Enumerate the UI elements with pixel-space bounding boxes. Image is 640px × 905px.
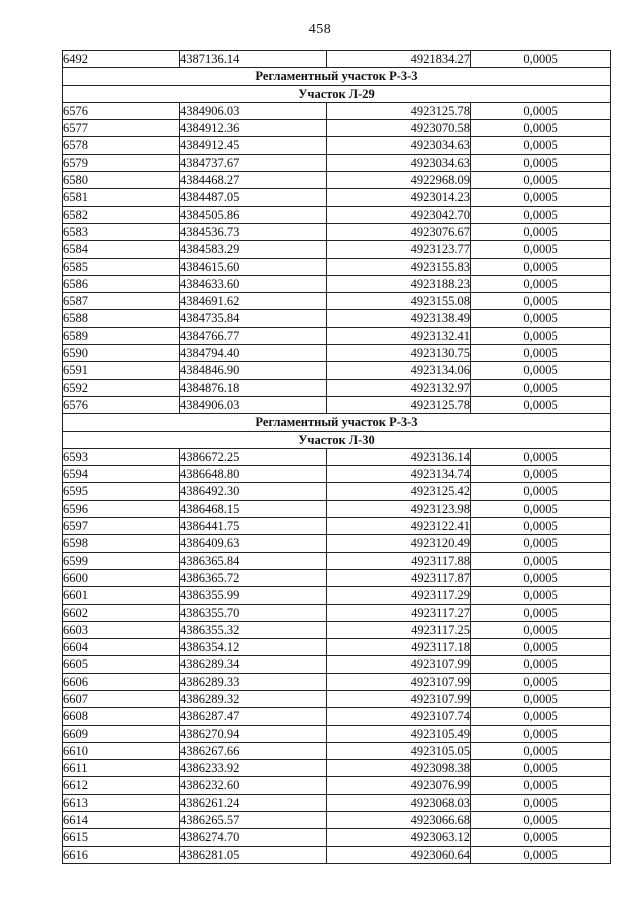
table-row [63,742,611,759]
accuracy-cell: 0,0005 [471,621,611,638]
point-number-cell: 6598 [63,535,180,552]
y-coordinate-cell: 4923117.88 [327,552,471,569]
x-coordinate-cell: 4384536.73 [180,223,327,240]
point-number-cell: 6610 [63,742,180,759]
x-coordinate-cell: 4386267.66 [180,742,327,759]
table-row [63,206,611,223]
x-coordinate-cell: 4384876.18 [180,379,327,396]
accuracy-cell: 0,0005 [471,569,611,586]
table-row [63,673,611,690]
table-row [63,587,611,604]
x-coordinate-cell: 4386265.57 [180,812,327,829]
x-coordinate-cell: 4384633.60 [180,275,327,292]
y-coordinate-cell: 4923068.03 [327,794,471,811]
table-row [63,51,611,68]
y-coordinate-cell: 4923117.18 [327,639,471,656]
x-coordinate-cell: 4384487.05 [180,189,327,206]
point-number-cell: 6603 [63,621,180,638]
accuracy-cell: 0,0005 [471,396,611,413]
table-row [63,621,611,638]
point-number-cell: 6594 [63,466,180,483]
accuracy-cell: 0,0005 [471,535,611,552]
accuracy-cell: 0,0005 [471,587,611,604]
y-coordinate-cell: 4923076.67 [327,223,471,240]
y-coordinate-cell: 4923070.58 [327,120,471,137]
accuracy-cell: 0,0005 [471,223,611,240]
accuracy-cell: 0,0005 [471,258,611,275]
accuracy-cell: 0,0005 [471,120,611,137]
accuracy-cell: 0,0005 [471,362,611,379]
accuracy-cell: 0,0005 [471,708,611,725]
point-number-cell: 6606 [63,673,180,690]
point-number-cell: 6597 [63,518,180,535]
x-coordinate-cell: 4386289.32 [180,690,327,707]
y-coordinate-cell: 4923120.49 [327,535,471,552]
table-row [63,656,611,673]
point-number-cell: 6614 [63,812,180,829]
accuracy-cell: 0,0005 [471,794,611,811]
table-row [63,846,611,863]
point-number-cell: 6576 [63,102,180,119]
point-number-cell: 6607 [63,690,180,707]
point-number-cell: 6579 [63,154,180,171]
table-row [63,777,611,794]
table-row [63,345,611,362]
accuracy-cell: 0,0005 [471,673,611,690]
x-coordinate-cell: 4384846.90 [180,362,327,379]
x-coordinate-cell: 4386672.25 [180,448,327,465]
point-number-cell: 6589 [63,327,180,344]
accuracy-cell: 0,0005 [471,760,611,777]
y-coordinate-cell: 4923125.78 [327,102,471,119]
accuracy-cell: 0,0005 [471,604,611,621]
y-coordinate-cell: 4921834.27 [327,51,471,68]
table-row [63,690,611,707]
accuracy-cell: 0,0005 [471,742,611,759]
point-number-cell: 6604 [63,639,180,656]
table-row [63,639,611,656]
accuracy-cell: 0,0005 [471,500,611,517]
accuracy-cell: 0,0005 [471,829,611,846]
point-number-cell: 6612 [63,777,180,794]
y-coordinate-cell: 4922968.09 [327,172,471,189]
x-coordinate-cell: 4386355.32 [180,621,327,638]
accuracy-cell: 0,0005 [471,102,611,119]
point-number-cell: 6590 [63,345,180,362]
point-number-cell: 6609 [63,725,180,742]
section-header-regulation-area [63,68,611,85]
y-coordinate-cell: 4923042.70 [327,206,471,223]
table-row [63,708,611,725]
x-coordinate-cell: 4386441.75 [180,518,327,535]
y-coordinate-cell: 4923134.06 [327,362,471,379]
x-coordinate-cell: 4386355.99 [180,587,327,604]
x-coordinate-cell: 4387136.14 [180,51,327,68]
point-number-cell: 6596 [63,500,180,517]
point-number-cell: 6605 [63,656,180,673]
accuracy-cell: 0,0005 [471,846,611,863]
y-coordinate-cell: 4923060.64 [327,846,471,863]
table-row [63,327,611,344]
x-coordinate-cell: 4386281.05 [180,846,327,863]
section-title: Регламентный участок Р-3-3 [63,414,611,431]
point-number-cell: 6611 [63,760,180,777]
point-number-cell: 6592 [63,379,180,396]
y-coordinate-cell: 4923107.99 [327,690,471,707]
accuracy-cell: 0,0005 [471,552,611,569]
accuracy-cell: 0,0005 [471,310,611,327]
table-row [63,812,611,829]
y-coordinate-cell: 4923134.74 [327,466,471,483]
y-coordinate-cell: 4923034.63 [327,154,471,171]
accuracy-cell: 0,0005 [471,656,611,673]
table-row [63,535,611,552]
x-coordinate-cell: 4384583.29 [180,241,327,258]
y-coordinate-cell: 4923130.75 [327,345,471,362]
y-coordinate-cell: 4923117.29 [327,587,471,604]
x-coordinate-cell: 4386365.72 [180,569,327,586]
table-row [63,362,611,379]
y-coordinate-cell: 4923188.23 [327,275,471,292]
y-coordinate-cell: 4923105.49 [327,725,471,742]
x-coordinate-cell: 4386355.70 [180,604,327,621]
accuracy-cell: 0,0005 [471,51,611,68]
point-number-cell: 6577 [63,120,180,137]
point-number-cell: 6576 [63,396,180,413]
x-coordinate-cell: 4386233.92 [180,760,327,777]
y-coordinate-cell: 4923034.63 [327,137,471,154]
accuracy-cell: 0,0005 [471,345,611,362]
table-row [63,241,611,258]
y-coordinate-cell: 4923014.23 [327,189,471,206]
table-row [63,154,611,171]
y-coordinate-cell: 4923063.12 [327,829,471,846]
y-coordinate-cell: 4923136.14 [327,448,471,465]
x-coordinate-cell: 4386365.84 [180,552,327,569]
table-row [63,172,611,189]
section-title: Участок Л-29 [63,85,611,102]
y-coordinate-cell: 4923125.42 [327,483,471,500]
table-row [63,396,611,413]
accuracy-cell: 0,0005 [471,379,611,396]
accuracy-cell: 0,0005 [471,639,611,656]
accuracy-cell: 0,0005 [471,777,611,794]
table-row [63,725,611,742]
table-row [63,829,611,846]
x-coordinate-cell: 4386289.33 [180,673,327,690]
page-number: 458 [308,22,332,37]
y-coordinate-cell: 4923105.05 [327,742,471,759]
accuracy-cell: 0,0005 [471,293,611,310]
y-coordinate-cell: 4923107.74 [327,708,471,725]
x-coordinate-cell: 4386261.24 [180,794,327,811]
table-row [63,466,611,483]
section-title: Регламентный участок Р-3-3 [63,68,611,85]
point-number-cell: 6615 [63,829,180,846]
x-coordinate-cell: 4384794.40 [180,345,327,362]
table-row [63,102,611,119]
x-coordinate-cell: 4384691.62 [180,293,327,310]
x-coordinate-cell: 4386274.70 [180,829,327,846]
y-coordinate-cell: 4923117.87 [327,569,471,586]
x-coordinate-cell: 4386270.94 [180,725,327,742]
table-row [63,379,611,396]
table-row [63,137,611,154]
table-row [63,760,611,777]
y-coordinate-cell: 4923155.08 [327,293,471,310]
point-number-cell: 6578 [63,137,180,154]
x-coordinate-cell: 4386287.47 [180,708,327,725]
accuracy-cell: 0,0005 [471,327,611,344]
accuracy-cell: 0,0005 [471,518,611,535]
accuracy-cell: 0,0005 [471,690,611,707]
table-row [63,604,611,621]
x-coordinate-cell: 4384766.77 [180,327,327,344]
y-coordinate-cell: 4923138.49 [327,310,471,327]
x-coordinate-cell: 4386232.60 [180,777,327,794]
accuracy-cell: 0,0005 [471,206,611,223]
x-coordinate-cell: 4384906.03 [180,396,327,413]
table-row [63,310,611,327]
y-coordinate-cell: 4923117.27 [327,604,471,621]
table-row [63,500,611,517]
y-coordinate-cell: 4923076.99 [327,777,471,794]
accuracy-cell: 0,0005 [471,812,611,829]
y-coordinate-cell: 4923098.38 [327,760,471,777]
point-number-cell: 6580 [63,172,180,189]
table-row [63,189,611,206]
y-coordinate-cell: 4923122.41 [327,518,471,535]
point-number-cell: 6593 [63,448,180,465]
section-header-regulation-area [63,414,611,431]
table-row [63,275,611,292]
table-row [63,258,611,275]
y-coordinate-cell: 4923123.77 [327,241,471,258]
x-coordinate-cell: 4384737.67 [180,154,327,171]
table-row [63,518,611,535]
accuracy-cell: 0,0005 [471,154,611,171]
y-coordinate-cell: 4923107.99 [327,656,471,673]
point-number-cell: 6591 [63,362,180,379]
x-coordinate-cell: 4386409.63 [180,535,327,552]
x-coordinate-cell: 4386468.15 [180,500,327,517]
y-coordinate-cell: 4923125.78 [327,396,471,413]
x-coordinate-cell: 4386354.12 [180,639,327,656]
point-number-cell: 6599 [63,552,180,569]
table-row [63,483,611,500]
table-row [63,223,611,240]
x-coordinate-cell: 4384735.84 [180,310,327,327]
x-coordinate-cell: 4384912.45 [180,137,327,154]
accuracy-cell: 0,0005 [471,172,611,189]
y-coordinate-cell: 4923123.98 [327,500,471,517]
point-number-cell: 6584 [63,241,180,258]
accuracy-cell: 0,0005 [471,483,611,500]
x-coordinate-cell: 4386492.30 [180,483,327,500]
point-number-cell: 6588 [63,310,180,327]
accuracy-cell: 0,0005 [471,725,611,742]
x-coordinate-cell: 4384615.60 [180,258,327,275]
point-number-cell: 6616 [63,846,180,863]
y-coordinate-cell: 4923117.25 [327,621,471,638]
accuracy-cell: 0,0005 [471,137,611,154]
table-row [63,794,611,811]
y-coordinate-cell: 4923066.68 [327,812,471,829]
accuracy-cell: 0,0005 [471,448,611,465]
coordinates-table [62,50,611,864]
x-coordinate-cell: 4384468.27 [180,172,327,189]
x-coordinate-cell: 4386648.80 [180,466,327,483]
accuracy-cell: 0,0005 [471,275,611,292]
section-header-plot [63,85,611,102]
y-coordinate-cell: 4923132.97 [327,379,471,396]
point-number-cell: 6586 [63,275,180,292]
point-number-cell: 6582 [63,206,180,223]
point-number-cell: 6587 [63,293,180,310]
point-number-cell: 6585 [63,258,180,275]
x-coordinate-cell: 4384912.36 [180,120,327,137]
section-header-plot [63,431,611,448]
table-row [63,448,611,465]
table-row [63,120,611,137]
point-number-cell: 6600 [63,569,180,586]
point-number-cell: 6601 [63,587,180,604]
point-number-cell: 6581 [63,189,180,206]
accuracy-cell: 0,0005 [471,241,611,258]
x-coordinate-cell: 4384906.03 [180,102,327,119]
point-number-cell: 6608 [63,708,180,725]
x-coordinate-cell: 4386289.34 [180,656,327,673]
coordinates-table-body [63,51,611,864]
y-coordinate-cell: 4923107.99 [327,673,471,690]
point-number-cell: 6602 [63,604,180,621]
section-title: Участок Л-30 [63,431,611,448]
x-coordinate-cell: 4384505.86 [180,206,327,223]
table-row [63,552,611,569]
point-number-cell: 6613 [63,794,180,811]
point-number-cell: 6595 [63,483,180,500]
table-row [63,569,611,586]
y-coordinate-cell: 4923155.83 [327,258,471,275]
point-number-cell: 6583 [63,223,180,240]
table-row [63,293,611,310]
point-number-cell: 6492 [63,51,180,68]
y-coordinate-cell: 4923132.41 [327,327,471,344]
accuracy-cell: 0,0005 [471,466,611,483]
accuracy-cell: 0,0005 [471,189,611,206]
